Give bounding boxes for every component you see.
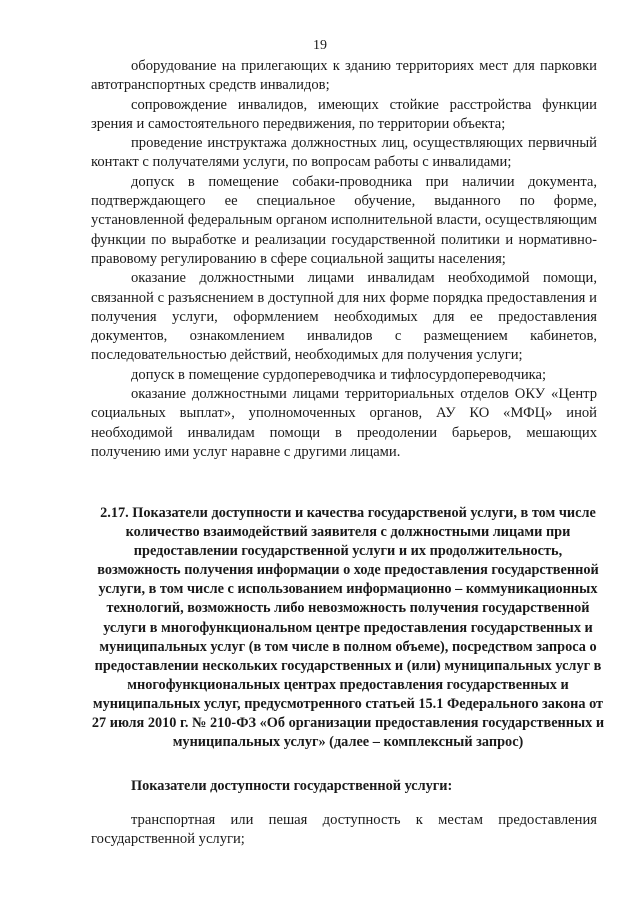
list-item-instruction: проведение инструктажа должностных лиц, осуществляющих первичный контакт с получателями услуги, по вопросам работы с инвалидами; [91, 135, 597, 171]
list-item-escort: сопровождение инвалидов, имеющих стойкие расстройства функции зрения и самостоятельного передвижения, по территории объекта; [91, 96, 597, 132]
tail-paragraph [91, 811, 597, 850]
list-item-sign-interpreter: допуск в помещение сурдопереводчика и тифлосурдопереводчика; [131, 366, 547, 383]
subheading-accessibility-indicators: Показатели доступности государственной услуги: [131, 778, 453, 794]
section-heading-2-17: 2.17. Показатели доступности и качества государственой услуги, в том числе количество взаимодействий заявителя с должностными лицами при предоставлении государственной услуги и их продолжительность, возможность получения информации о ходе предоставления государственной услуги, в том числе с использованием информационно – коммуникационных технологий, возможность либо невозможность получения государственной услуги в многофункциональном центре предоставления государственных и муниципальных услуг (в том числе в полном объеме), посредством запроса о предоставлении нескольких государственных и (или) муниципальных услуг в многофункциональных центрах предоставления государственных и муниципальных услуг, предусмотренного статьей 15.1 Федерального закона от 27 июля 2010 г. № 210-ФЗ «Об организации предоставления государственных и муниципальных услуг» (далее – комплексный запрос) [91, 505, 605, 751]
list-item-parking: оборудование на прилегающих к зданию территориях мест для парковки автотранспортных средств инвалидов; [91, 58, 597, 94]
list-item-assistance: оказание должностными лицами инвалидам необходимой помощи, связанной с разъяснением в доступной для них форме порядка предоставления и получения услуги, оформлением необходимых для ее предоставления документов, ознакомлением инвалидов с размещением кабинетов, последовательностью действий, необходимых для получения услуги; [91, 270, 597, 364]
list-item-guide-dog: допуск в помещение собаки-проводника при наличии документа, подтверждающего ее специальное обучение, выданного по форме, установленной федеральным органом исполнительной власти, осуществляющим функции по выработке и реализации государственной политики и нормативно-правовому регулированию в сфере социальной защиты населения; [91, 173, 597, 267]
page-number: 19 [313, 38, 327, 53]
list-item-transport: транспортная или пешая доступность к местам предоставления государственной услуги; [91, 812, 597, 848]
accessibility-list [91, 57, 597, 462]
list-item-territorial-help: оказание должностными лицами территориальных отделов ОКУ «Центр социальных выплат», уполномоченных органов, АУ КО «МФЦ» иной необходимой инвалидам помощи в преодолении барьеров, мешающих получению ими услуг наравне с другими лицами. [91, 386, 597, 460]
